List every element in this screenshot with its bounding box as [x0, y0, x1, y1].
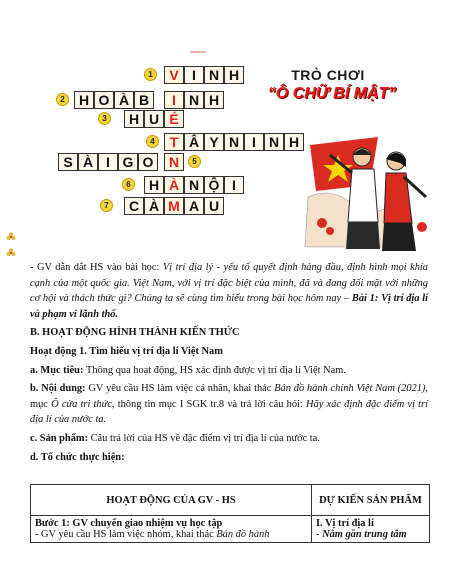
crossword-cell: N — [264, 133, 284, 151]
crossword-cell: S — [58, 153, 78, 171]
decorative-line — [190, 51, 206, 53]
flower-ornament-icon — [6, 248, 16, 258]
crossword-cell: H — [224, 66, 244, 84]
game-subtitle: “Ô CHỮ BÍ MẬT” — [267, 85, 397, 102]
crossword-cell: H — [284, 133, 304, 151]
crossword-cell: Ộ — [204, 176, 224, 194]
task-text-italic: Bản đồ hành — [216, 529, 270, 540]
organize-heading: d. Tổ chức thực hiện: — [30, 451, 125, 463]
crossword-cell: U — [144, 110, 164, 128]
crossword-cell: B — [134, 91, 154, 109]
content-label: b. Nội dung: — [30, 383, 89, 395]
table-header-product: DỰ KIẾN SẢN PHẨM — [312, 485, 430, 516]
crossword-cell: G — [118, 153, 138, 171]
table-cell-activity — [31, 516, 312, 543]
crossword-cell-key: N — [164, 153, 184, 171]
table-row — [31, 516, 430, 543]
crossword-cell: H — [74, 91, 94, 109]
game-title: TRÒ CHƠI — [291, 67, 365, 83]
intro-italic: Vị trí địa lý - yếu tố quyết định hàng đầu, định hình mọi khía cạnh của một quốc gia. Việt Nam, với vị trí đặc biệt của mình, đã và đang đối mặt với những cơ hội và thách thức gì? Chúng ta sẽ cùng tìm hiểu trong bài học hôm nay — [30, 262, 428, 305]
crossword-cell: Y — [204, 133, 224, 151]
crossword-cell-key: M — [164, 197, 184, 215]
crossword-cell: I — [98, 153, 118, 171]
goal-paragraph — [30, 363, 428, 379]
crossword-cell: U — [204, 197, 224, 215]
content-text-map: Bản đồ hành chính Việt Nam (2021) — [274, 383, 426, 395]
activity-heading: Hoạt động 1. Tìm hiểu vị trí địa lí Việt Nam — [30, 345, 223, 357]
content-text-b: , mục — [30, 383, 428, 410]
crossword-cell: C — [124, 197, 144, 215]
row-number-5: 5 — [188, 155, 201, 168]
row-number-3: 3 — [98, 112, 111, 125]
goal-text: Thông qua hoạt động, HS xác định được vị trí địa lí Việt Nam. — [85, 364, 346, 376]
crossword-cell: H — [204, 91, 224, 109]
crossword-cell: O — [94, 91, 114, 109]
lesson-text — [30, 260, 428, 465]
crossword-cell-key: I — [164, 91, 184, 109]
crossword-cell: À — [144, 197, 164, 215]
product-text: Câu trả lời của HS về đặc điểm vị trí địa lí của nước ta. — [90, 432, 320, 444]
goal-label: a. Mục tiêu: — [30, 364, 86, 376]
crossword-cell: O — [138, 153, 158, 171]
content-text-c: , thông tin mục I SGK tr.8 và trả lời câu hỏi: — [111, 398, 306, 410]
crossword-cell-key: À — [164, 176, 184, 194]
crossword-cell: N — [184, 91, 204, 109]
row-number-1: 1 — [144, 68, 157, 81]
crossword-cell: A — [184, 197, 204, 215]
result-text-bold: Nằm gần trung tâm — [322, 529, 407, 540]
table-header-activity: HOẠT ĐỘNG CỦA GV - HS — [31, 485, 312, 516]
crossword-puzzle — [0, 45, 450, 260]
crossword-cell-key: É — [164, 110, 184, 128]
crossword-cell: À — [78, 153, 98, 171]
crossword-cell-key: T — [164, 133, 184, 151]
row-number-7: 7 — [100, 199, 113, 212]
intro-lead: - GV dẫn dắt HS vào bài học: — [30, 262, 163, 273]
product-label: c. Sản phẩm: — [30, 432, 91, 444]
content-text-a: GV yêu cầu HS làm việc cá nhân, khai thác — [88, 383, 275, 395]
result-heading: I. Vị trí địa lí — [316, 518, 374, 529]
crossword-cell: N — [224, 133, 244, 151]
section-heading: B. HOẠT ĐỘNG HÌNH THÀNH KIẾN THỨC — [30, 327, 240, 339]
crossword-cell: I — [224, 176, 244, 194]
content-paragraph — [30, 381, 428, 428]
row-number-2: 2 — [56, 93, 69, 106]
crossword-cell: Â — [184, 133, 204, 151]
intro-paragraph — [30, 260, 428, 322]
step-heading: Bước 1: GV chuyển giao nhiệm vụ học tập — [35, 518, 223, 529]
crossword-cell: H — [144, 176, 164, 194]
crossword-cell: I — [244, 133, 264, 151]
crossword-cell: H — [124, 110, 144, 128]
table-cell-product — [312, 516, 430, 543]
task-text — [35, 529, 307, 540]
crossword-cell: À — [114, 91, 134, 109]
intro-dash: – — [341, 293, 352, 305]
row-number-4: 4 — [146, 135, 159, 148]
propaganda-illustration — [300, 127, 440, 255]
activity-table — [30, 484, 430, 543]
table-header-row — [31, 485, 430, 516]
crossword-cell-key: V — [164, 66, 184, 84]
result-text — [316, 529, 425, 540]
content-text-question: Hãy xác định đặc điểm vị trí địa lí của nước ta. — [30, 398, 428, 426]
lesson-title: Bài 1: Vị trí địa lí và phạm vi lãnh thổ. — [30, 293, 429, 320]
task-text-a: - GV yêu cầu HS làm việc nhóm, khai thác — [35, 529, 217, 540]
result-dash: - — [316, 529, 323, 540]
product-paragraph — [30, 431, 428, 447]
crossword-cell: N — [184, 176, 204, 194]
content-text-window: Ô cửa tri thức — [51, 398, 112, 410]
flower-ornament-icon — [6, 232, 16, 242]
crossword-cell: N — [204, 66, 224, 84]
row-number-6: 6 — [122, 178, 135, 191]
crossword-cell: I — [184, 66, 204, 84]
